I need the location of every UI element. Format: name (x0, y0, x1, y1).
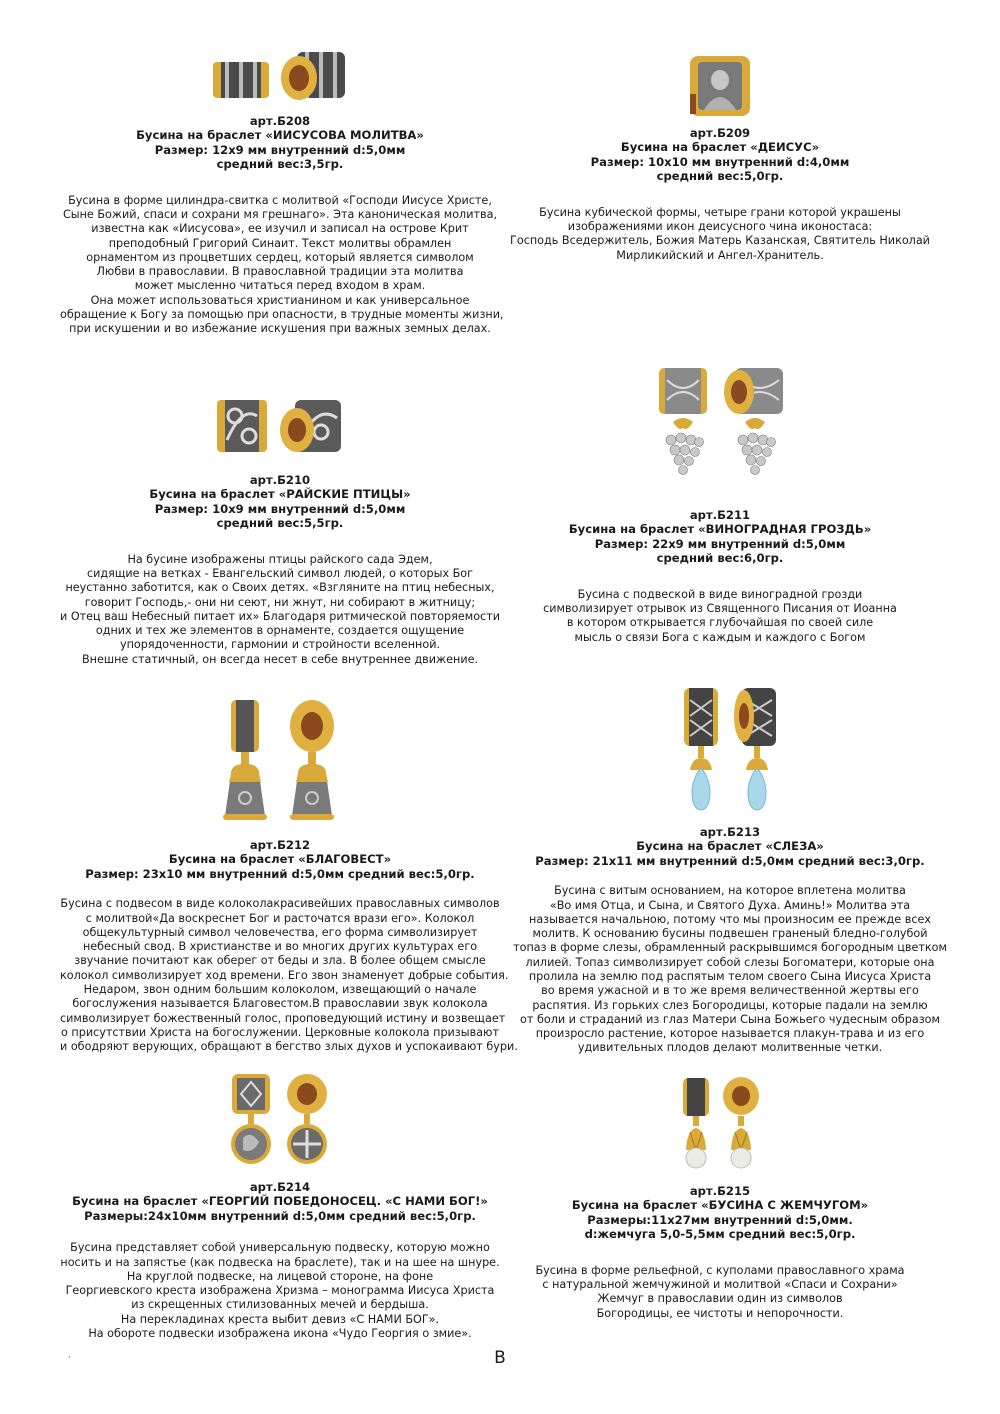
pearl-pendant-side-icon (721, 1076, 761, 1172)
product-spec: средний вес:3,5гр. (216, 157, 344, 172)
cube-bead-icon (688, 54, 752, 118)
product-b209 (510, 50, 930, 263)
grape-pendant-side-icon (721, 366, 787, 494)
product-spec: Размер: 22х9 мм внутренний d:5,0мм (594, 536, 846, 551)
product-spec: средний вес:5,5гр. (216, 516, 344, 531)
product-description: Бусина кубической формы, четыре грани которой украшены изображениями икон деисусного чина иконостаса: Господь Вседержитель, Божия Матерь Казанская, Святитель Николай Мирликийский и Ангел-Хранитель. (510, 205, 930, 262)
teardrop-pendant-side-icon (732, 686, 782, 814)
product-spec: d:жемчуга 5,0-5,5мм средний вес:5,0гр. (584, 1227, 856, 1242)
bell-pendant-icon (217, 698, 273, 826)
product-spec: Размер: 10х10 мм внутренний d:4,0мм (590, 154, 850, 169)
product-article: арт.Б208 (249, 114, 311, 128)
product-b215 (510, 1076, 930, 1321)
product-name: Бусина на браслет «ИИСУСОВА МОЛИТВА» (136, 128, 424, 143)
product-photo-b213 (510, 684, 950, 814)
medallion-pendant-icon (228, 1072, 274, 1168)
product-name: Бусина на браслет «СЛЕЗА» (636, 839, 824, 854)
product-b212 (60, 696, 518, 1054)
product-spec: Размер: 21х11 мм внутренний d:5,0мм средний вес:3,0гр. (535, 853, 925, 868)
product-spec: Размер: 10х9 мм внутренний d:5,0мм (154, 501, 406, 516)
product-photo-b210 (60, 392, 500, 456)
product-b211 (510, 364, 930, 645)
product-name: Бусина на браслет «ВИНОГРАДНАЯ ГРОЗДЬ» (568, 522, 872, 537)
pearl-pendant-icon (679, 1076, 713, 1172)
product-photo-b211 (510, 364, 930, 494)
product-spec: Размеры:11х27мм внутренний d:5,0мм. (587, 1212, 853, 1227)
product-name: Бусина на браслет «РАЙСКИЕ ПТИЦЫ» (149, 487, 411, 502)
teardrop-pendant-icon (678, 686, 724, 814)
product-article: арт.Б211 (689, 508, 751, 522)
openwork-bead-icon (215, 396, 269, 456)
product-description: Бусина представляет собой универсальную подвеску, которую можно носить и на запястье (как подвеска на браслете), так и на шее на шнуре. На круглой подвеске, на лицевой стороне, на фоне Георгиевского креста изображена Хризма – монограмма Иисуса Христа из скрещенных стилизованных мечей и бердыша. На перекладинах креста выбит девиз «С НАМИ БОГ». На обороте подвески изображена икона «Чудо Георгия о змие». (60, 1241, 500, 1340)
product-description: Бусина с подвесом в виде колоколакрасивейших православных символов с молитвой«Да воскреснет Бог и расточатся врази его». Колокол общекультурный символ человечества, его форма символизирует небесный свод. В христианстве и во многих других культурах его звучание почитают как оберег от беды и зла. В более общем смысле колокол символизирует ход времени. Его звон знаменует добрые события. Недаром, звон одним большим колоколом, извещающий о начале богослужения называется Благовестом.В православии звук колокола символизирует божественный голос, проповедующий истину и возвещает о присутствии Христа на богослужении. Церковные колокола призывают и ободряют верующих, обращают в бегство злых духов и успокаивают бури. (60, 897, 518, 1054)
cylinder-bead-icon (211, 56, 271, 104)
product-article: арт.Б215 (689, 1184, 751, 1198)
product-spec: средний вес:6,0гр. (656, 551, 784, 566)
product-name: Бусина на браслет «ГЕОРГИЙ ПОБЕДОНОСЕЦ. «С НАМИ БОГ!» (72, 1194, 488, 1209)
product-description: Бусина в форме рельефной, с куполами православного храма с натуральной жемчужиной и молитвой «Спаси и Сохрани» Жемчуг в православии один из символов Богородицы, ее чистоты и непорочности. (535, 1263, 905, 1320)
product-spec: средний вес:5,0гр. (656, 169, 784, 184)
product-article: арт.Б214 (249, 1180, 311, 1194)
bell-pendant-side-icon (281, 698, 343, 826)
product-b210 (60, 392, 500, 667)
openwork-bead-side-icon (277, 396, 345, 456)
product-spec: Размер: 23х10 мм внутренний d:5,0мм средний вес:5,0гр. (85, 866, 475, 881)
product-article: арт.Б210 (249, 473, 311, 487)
product-spec: Размер: 12х9 мм внутренний d:5,0мм (154, 142, 406, 157)
page-mark: , (68, 1350, 71, 1359)
product-description: Бусина с витым основанием, на которое вплетена молитва «Во имя Отца, и Сына, и Святого Духа. Аминь!» Молитва эта называется начальною, потому что мы произносим ее прежде всех молитв. К основанию бусины подвешен граненый бледно-голубой топаз в форме слезы, обрамленный раскрывшимся богородным цветком лилией. Топаз символизирует собой слезы Богоматери, которые она пролила на землю под распятым телом своего Сына Иисуса Христа во время ужасной и в то же время величественной жертвы его распятия. Из горьких слез Богородицы, которые падали на землю от боли и страданий из глаз Матери Сына Божьего чудесным образом произросло растение, которое называется плакун-трава и из его удивительных плодов делают молитвенные четки. (513, 884, 947, 1055)
product-description: На бусине изображены птицы райского сада Эдем, сидящие на ветках - Евангельский символ людей, о которых Бог неустанно заботится, как о Своих детях. «Взгляните на птиц небесных, говорит Господь,- они ни сеют, ни жнут, ни собирают в житницу; и Отец ваш Небесный питает их» Благодаря ритмической повторяемости одних и тех же элементов в орнаменте, создается ощущение упорядоченности, гармонии и стройности вселенной. Внешне статичный, он всегда несет в себе внутреннее движение. (60, 552, 500, 666)
product-photo-b214 (60, 1072, 500, 1168)
product-spec: Размеры:24х10мм внутренний d:5,0мм средний вес:5,0гр. (84, 1208, 476, 1223)
product-article: арт.Б209 (689, 126, 751, 140)
page-letter: В (494, 1348, 506, 1368)
product-name: Бусина на браслет «ДЕИСУС» (620, 140, 820, 155)
product-b213 (510, 684, 950, 1056)
product-article: арт.Б212 (249, 838, 311, 852)
product-description: Бусина с подвеской в виде виноградной грозди символизирует отрывок из Священного Писания от Иоанна в котором открывается глубочайшая по своей силе мысль о связи Бога с каждым и каждого с Богом (543, 587, 897, 644)
medallion-pendant-side-icon (282, 1072, 332, 1168)
product-name: Бусина на браслет «БЛАГОВЕСТ» (168, 852, 392, 867)
product-photo-b208 (60, 44, 500, 104)
product-photo-b215 (510, 1076, 930, 1172)
product-b214 (60, 1072, 500, 1341)
product-name: Бусина на браслет «БУСИНА С ЖЕМЧУГОМ» (571, 1198, 869, 1213)
cylinder-bead-side-icon (279, 48, 349, 104)
product-description: Бусина в форме цилиндра-свитка с молитвой «Господи Иисусе Христе, Сыне Божий, спаси и сохрани мя грешнаго». Эта каноническая молитва, известна как «Иисусова», ее изучил и записал на острове Крит преподобный Григорий Синаит. Текст молитвы обрамлен орнаментом из процветших сердец, который является символом Любви в православии. В православной традиции эта молитва может мысленно читаться перед входом в храм. Она может использоваться христианином и как универсальное обращение к Богу за помощью при опасности, в трудные моменты жизни, при искушении и во избежание искушения при важных земных делах. (60, 193, 504, 336)
product-article: арт.Б213 (699, 825, 761, 839)
product-b208 (60, 44, 504, 337)
grape-pendant-icon (653, 366, 713, 494)
product-photo-b209 (510, 50, 930, 118)
product-photo-b212 (60, 696, 500, 826)
